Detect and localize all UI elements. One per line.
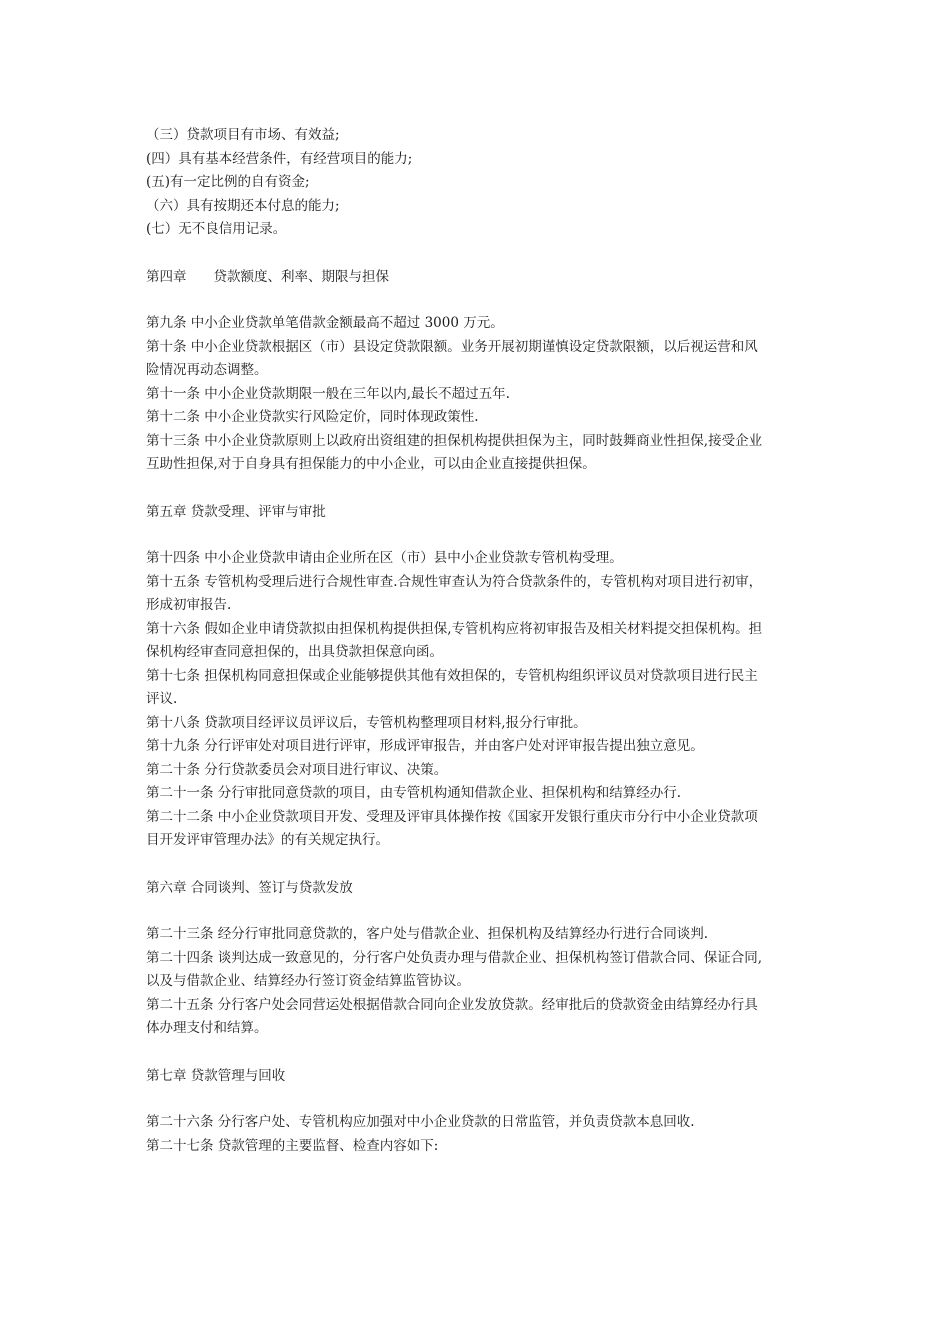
- article-13-line-2: 互助性担保,对于自身具有担保能力的中小企业，可以由企业直接提供担保。: [146, 456, 596, 472]
- chapter-6-heading: 第六章 合同谈判、签订与贷款发放: [146, 879, 353, 896]
- condition-item-3: （三）贷款项目有市场、有效益;: [146, 127, 340, 143]
- spacer: [146, 900, 816, 923]
- article-21: 第二十一条 分行审批同意贷款的项目，由专管机构通知借款企业、担保机构和结算经办行.: [146, 785, 682, 801]
- article-17-line-1: 第十七条 担保机构同意担保或企业能够提供其他有效担保的，专管机构组织评议员对贷款项目进行民主: [146, 667, 758, 684]
- article-17-line-2: 评议.: [146, 691, 178, 707]
- article-16-line-1: 第十六条 假如企业申请贷款拟由担保机构提供担保,专管机构应将初审报告及相关材料提交担保机构。担: [146, 620, 763, 637]
- article-15-line-2: 形成初审报告.: [146, 597, 232, 613]
- article-11: 第十一条 中小企业贷款期限一般在三年以内,最长不超过五年.: [146, 385, 510, 402]
- article-16-line-2: 保机构经审查同意担保的，出具贷款担保意向函。: [146, 644, 443, 660]
- article-14: 第十四条 中小企业贷款申请由企业所在区（市）县中小企业贷款专管机构受理。: [146, 550, 623, 566]
- chapter-4-heading: 第四章 贷款额度、利率、期限与担保: [146, 268, 389, 285]
- spacer: [146, 1088, 816, 1111]
- condition-item-4: (四）具有基本经营条件，有经营项目的能力;: [146, 150, 413, 167]
- article-24-line-1: 第二十四条 谈判达成一致意见的，分行客户处负责办理与借款企业、担保机构签订借款合同、保证合同,: [146, 949, 763, 966]
- article-22-line-2: 目开发评审管理办法》的有关规定执行。: [146, 832, 389, 848]
- document-page: [146, 124, 816, 1158]
- article-10-line-2: 险情况再动态调整。: [146, 362, 268, 378]
- article-27: 第二十七条 贷款管理的主要监督、检查内容如下:: [146, 1137, 439, 1154]
- article-26: 第二十六条 分行客户处、专管机构应加强对中小企业贷款的日常监管，并负责贷款本息回收.: [146, 1114, 695, 1130]
- article-25-line-1: 第二十五条 分行客户处会同营运处根据借款合同向企业发放贷款。经审批后的贷款资金由结算经办行具: [146, 996, 758, 1013]
- spacer: [146, 524, 816, 547]
- article-10-line-1: 第十条 中小企业贷款根据区（市）县设定贷款限额。业务开展初期谨慎设定贷款限额，以后视运营和风: [146, 338, 758, 355]
- article-15-line-1: 第十五条 专管机构受理后进行合规性审查.合规性审查认为符合贷款条件的，专管机构对项目进行初审，: [146, 573, 763, 590]
- chapter-7-heading: 第七章 贷款管理与回收: [146, 1067, 286, 1084]
- article-23: 第二十三条 经分行审批同意贷款的，客户处与借款企业、担保机构及结算经办行进行合同谈判.: [146, 926, 709, 942]
- article-13-line-1: 第十三条 中小企业贷款原则上以政府出资组建的担保机构提供担保为主，同时鼓舞商业性担保,接受企业: [146, 432, 763, 449]
- condition-item-5: (五)有一定比例的自有资金;: [146, 174, 310, 190]
- article-18: 第十八条 贷款项目经评议员评议后，专管机构整理项目材料,报分行审批。: [146, 714, 587, 731]
- article-22-line-1: 第二十二条 中小企业贷款项目开发、受理及评审具体操作按《国家开发银行重庆市分行中小企业贷款项: [146, 808, 758, 825]
- spacer: [146, 289, 816, 312]
- spacer: [146, 242, 816, 266]
- spacer: [146, 853, 816, 877]
- article-24-line-2: 以及与借款企业、结算经办行签订资金结算监管协议。: [146, 973, 470, 989]
- condition-item-7: (七）无不良信用记录。: [146, 221, 287, 237]
- article-9: 第九条 中小企业贷款单笔借款金额最高不超过 3000 万元。: [146, 315, 504, 331]
- article-19: 第十九条 分行评审处对项目进行评审，形成评审报告，并由客户处对评审报告提出独立意见。: [146, 738, 704, 754]
- article-25-line-2: 体办理支付和结算。: [146, 1020, 268, 1036]
- spacer: [146, 1041, 816, 1065]
- article-12: 第十二条 中小企业贷款实行风险定价，同时体现政策性.: [146, 409, 479, 425]
- spacer: [146, 477, 816, 501]
- article-20: 第二十条 分行贷款委员会对项目进行审议、决策。: [146, 761, 448, 778]
- chapter-5-heading: 第五章 贷款受理、评审与审批: [146, 503, 326, 520]
- condition-item-6: （六）具有按期还本付息的能力;: [146, 197, 340, 214]
